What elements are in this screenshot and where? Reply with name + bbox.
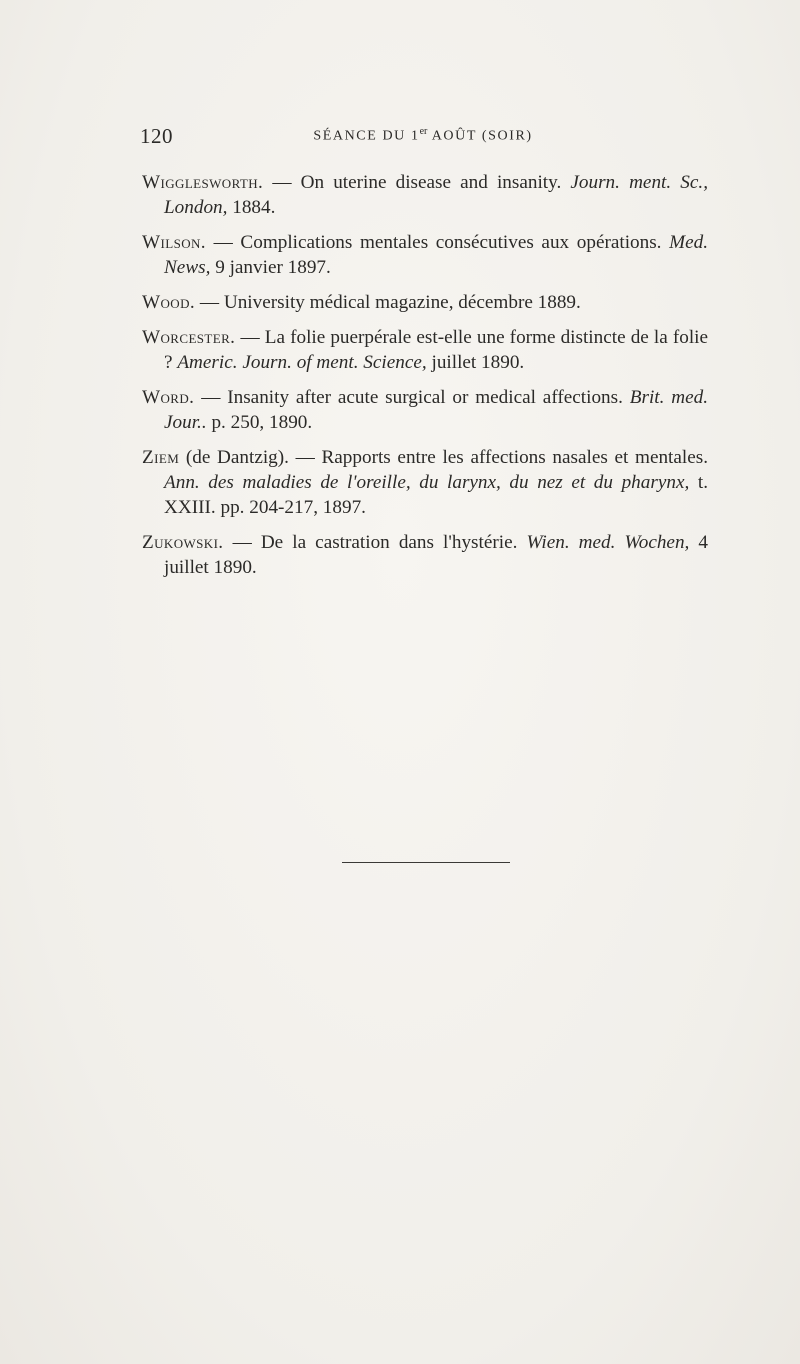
entry-separator: — — [263, 172, 301, 193]
entry-tail: p. 250, 1890. — [206, 412, 313, 433]
entry-journal: Journ. ment. Sc., London, — [164, 172, 708, 218]
entry-tail: 4 juillet 1890. — [164, 532, 709, 578]
entry-text: La folie puerpérale est-elle une forme distincte de la folie ? — [164, 327, 708, 373]
entry-separator: — — [223, 532, 261, 553]
entry-author: Word. — [142, 387, 195, 408]
entry-text: On uterine disease and insanity. — [300, 172, 571, 193]
bibliography-entry — [142, 385, 708, 435]
bibliography-entry — [142, 325, 708, 375]
entry-author: Wilson. — [142, 232, 206, 253]
entry-journal: Brit. med. Jour.. — [164, 387, 708, 433]
entry-author: Zukowski. — [142, 532, 224, 553]
running-head-superscript: er — [419, 126, 428, 137]
entry-author: Wood. — [142, 292, 196, 313]
page-header — [140, 124, 706, 154]
entry-tail: 1884. — [227, 197, 276, 218]
page-number: 120 — [140, 124, 173, 148]
entry-separator — [179, 447, 186, 468]
bibliography-list — [142, 170, 708, 590]
entry-author: Wigglesworth. — [142, 172, 264, 193]
entry-text: Complications mentales consécutives aux opérations. — [240, 232, 670, 253]
bibliography-entry — [142, 230, 708, 280]
entry-author: Worcester. — [142, 327, 236, 348]
entry-tail: t. XXIII. pp. 204-217, 1897. — [164, 472, 708, 518]
entry-tail: 9 janvier 1897. — [210, 257, 331, 278]
entry-text: De la castration dans l'hystérie. — [260, 532, 527, 553]
entry-author: Ziem — [142, 447, 180, 468]
entry-separator: — — [195, 292, 224, 313]
running-head-text: SÉANCE DU 1 — [313, 128, 420, 144]
bibliography-entry — [142, 290, 708, 315]
entry-text: University médical magazine, décembre 1889. — [223, 292, 581, 313]
entry-separator: — — [194, 387, 228, 408]
entry-journal: Med. News, — [164, 232, 708, 278]
entry-text: (de Dantzig). — Rapports entre les affections nasales et mentales. — [185, 447, 709, 468]
bibliography-entry — [142, 530, 708, 580]
running-head-tail: AOÛT (SOIR) — [427, 128, 533, 144]
entry-journal: Ann. des maladies de l'oreille, du larynx, du nez et du pharynx, — [164, 472, 690, 493]
entry-separator: — — [235, 327, 265, 348]
bibliography-entry — [142, 170, 708, 220]
entry-text: Insanity after acute surgical or medical affections. — [227, 387, 630, 408]
bibliography-entry — [142, 445, 708, 520]
entry-separator: — — [205, 232, 241, 253]
entry-journal: Americ. Journ. of ment. Science, — [177, 352, 427, 373]
entry-journal: Wien. med. Wochen, — [526, 532, 690, 553]
entry-tail: juillet 1890. — [426, 352, 525, 373]
running-head — [140, 126, 706, 145]
end-rule — [342, 862, 510, 863]
